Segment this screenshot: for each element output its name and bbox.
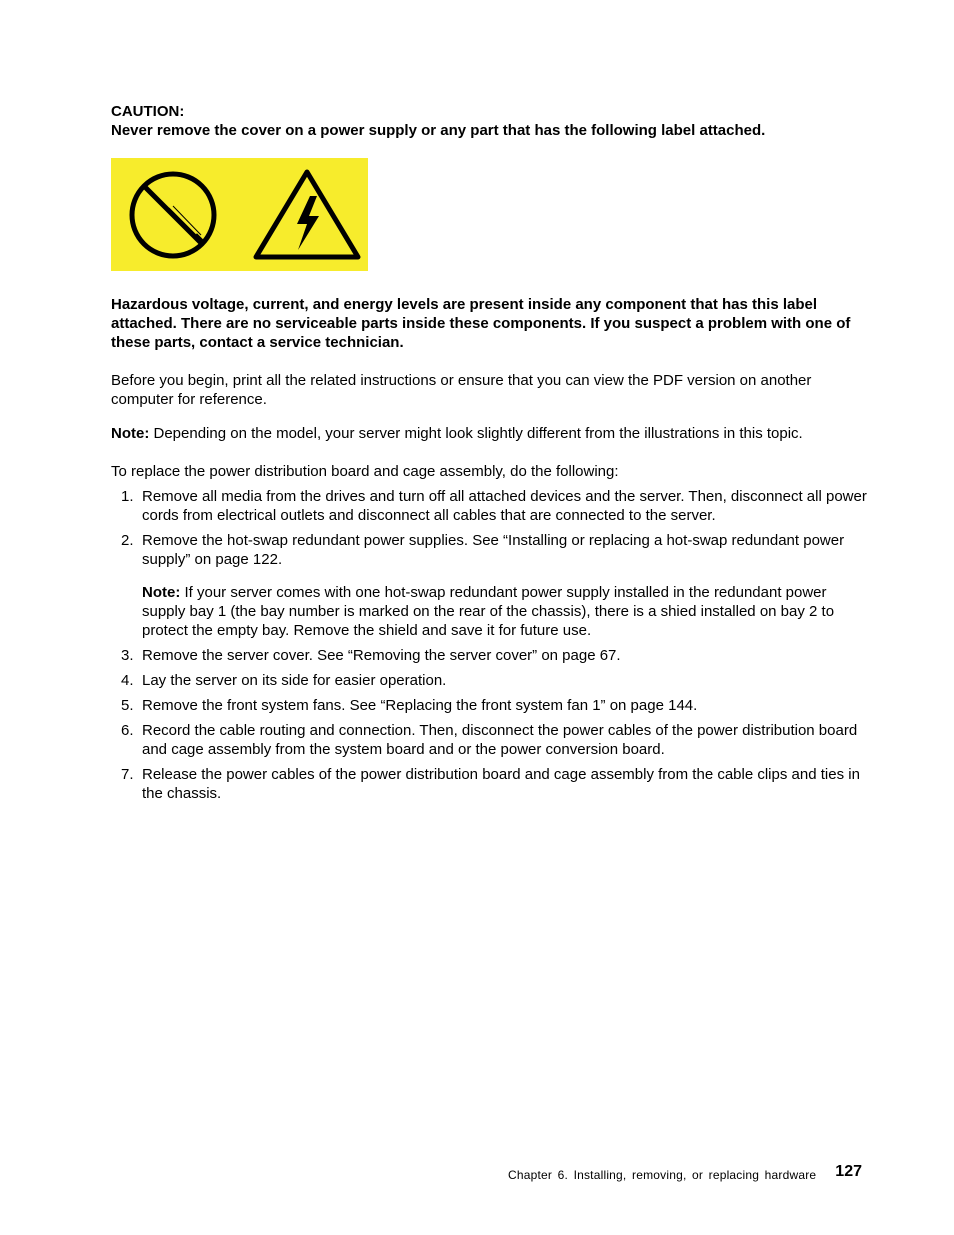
step-text: Release the power cables of the power distribution board and cage assembly from the cable clips and ties in the chassis. bbox=[142, 766, 860, 802]
note-text: Depending on the model, your server might look slightly different from the illustrations in this topic. bbox=[149, 425, 803, 442]
step-text: Remove the hot-swap redundant power supplies. See “Installing or replacing a hot-swap redundant power supply” on page 122. bbox=[142, 532, 845, 568]
step-note-text: If your server comes with one hot-swap redundant power supply installed in the redundant power supply bay 1 (the bay number is marked on the rear of the chassis), there is a shied installed on bay 2 to protect the empty bay. Remove the shield and save it for future use. bbox=[142, 584, 835, 639]
hazard-label-svg bbox=[111, 158, 368, 271]
list-item bbox=[111, 765, 871, 803]
page-footer bbox=[508, 1162, 862, 1184]
list-item bbox=[111, 487, 871, 525]
caution-text: Never remove the cover on a power supply or any part that has the following label attached. bbox=[111, 122, 766, 139]
footer-chapter-title: Chapter 6. Installing, removing, or replacing hardware bbox=[508, 1168, 817, 1182]
hazard-text: Hazardous voltage, current, and energy levels are present inside any component that has this label attached. There are no serviceable parts inside these components. If you suspect a problem with one of these parts, contact a service technician. bbox=[111, 296, 851, 351]
step-number: 2. bbox=[121, 532, 134, 549]
step-number: 7. bbox=[121, 766, 134, 783]
high-voltage-icon bbox=[256, 172, 358, 257]
page-content bbox=[111, 102, 871, 809]
step-note bbox=[142, 583, 871, 640]
step-note-label: Note: bbox=[142, 584, 181, 601]
step-text: Remove the front system fans. See “Replacing the front system fan 1” on page 144. bbox=[142, 697, 698, 714]
step-text: Remove the server cover. See “Removing the server cover” on page 67. bbox=[142, 647, 621, 664]
step-number: 1. bbox=[121, 488, 134, 505]
step-number: 4. bbox=[121, 672, 134, 689]
caution-title: CAUTION: bbox=[111, 103, 185, 120]
steps-list bbox=[111, 487, 871, 803]
step-text: Record the cable routing and connection. Then, disconnect the power cables of the power distribution board and cage assembly from the system board and or the power conversion board. bbox=[142, 722, 858, 758]
list-item bbox=[111, 646, 871, 665]
list-item bbox=[111, 696, 871, 715]
hazard-label-image bbox=[111, 158, 368, 271]
list-item bbox=[111, 531, 871, 640]
step-number: 3. bbox=[121, 647, 134, 664]
note-label: Note: bbox=[111, 425, 150, 442]
list-item bbox=[111, 671, 871, 690]
note-paragraph bbox=[111, 424, 871, 443]
page-number: 127 bbox=[835, 1163, 862, 1180]
step-number: 5. bbox=[121, 697, 134, 714]
step-text: Lay the server on its side for easier operation. bbox=[142, 672, 447, 689]
step-number: 6. bbox=[121, 722, 134, 739]
no-tools-icon bbox=[132, 174, 214, 256]
before-begin-text: Before you begin, print all the related instructions or ensure that you can view the PDF version on another computer for reference. bbox=[111, 372, 812, 408]
step-text: Remove all media from the drives and turn off all attached devices and the server. Then, disconnect all power cords from electrical outlets and disconnect all cables that are connected to the server. bbox=[142, 488, 867, 524]
intro-text: To replace the power distribution board and cage assembly, do the following: bbox=[111, 463, 619, 480]
list-item bbox=[111, 721, 871, 759]
